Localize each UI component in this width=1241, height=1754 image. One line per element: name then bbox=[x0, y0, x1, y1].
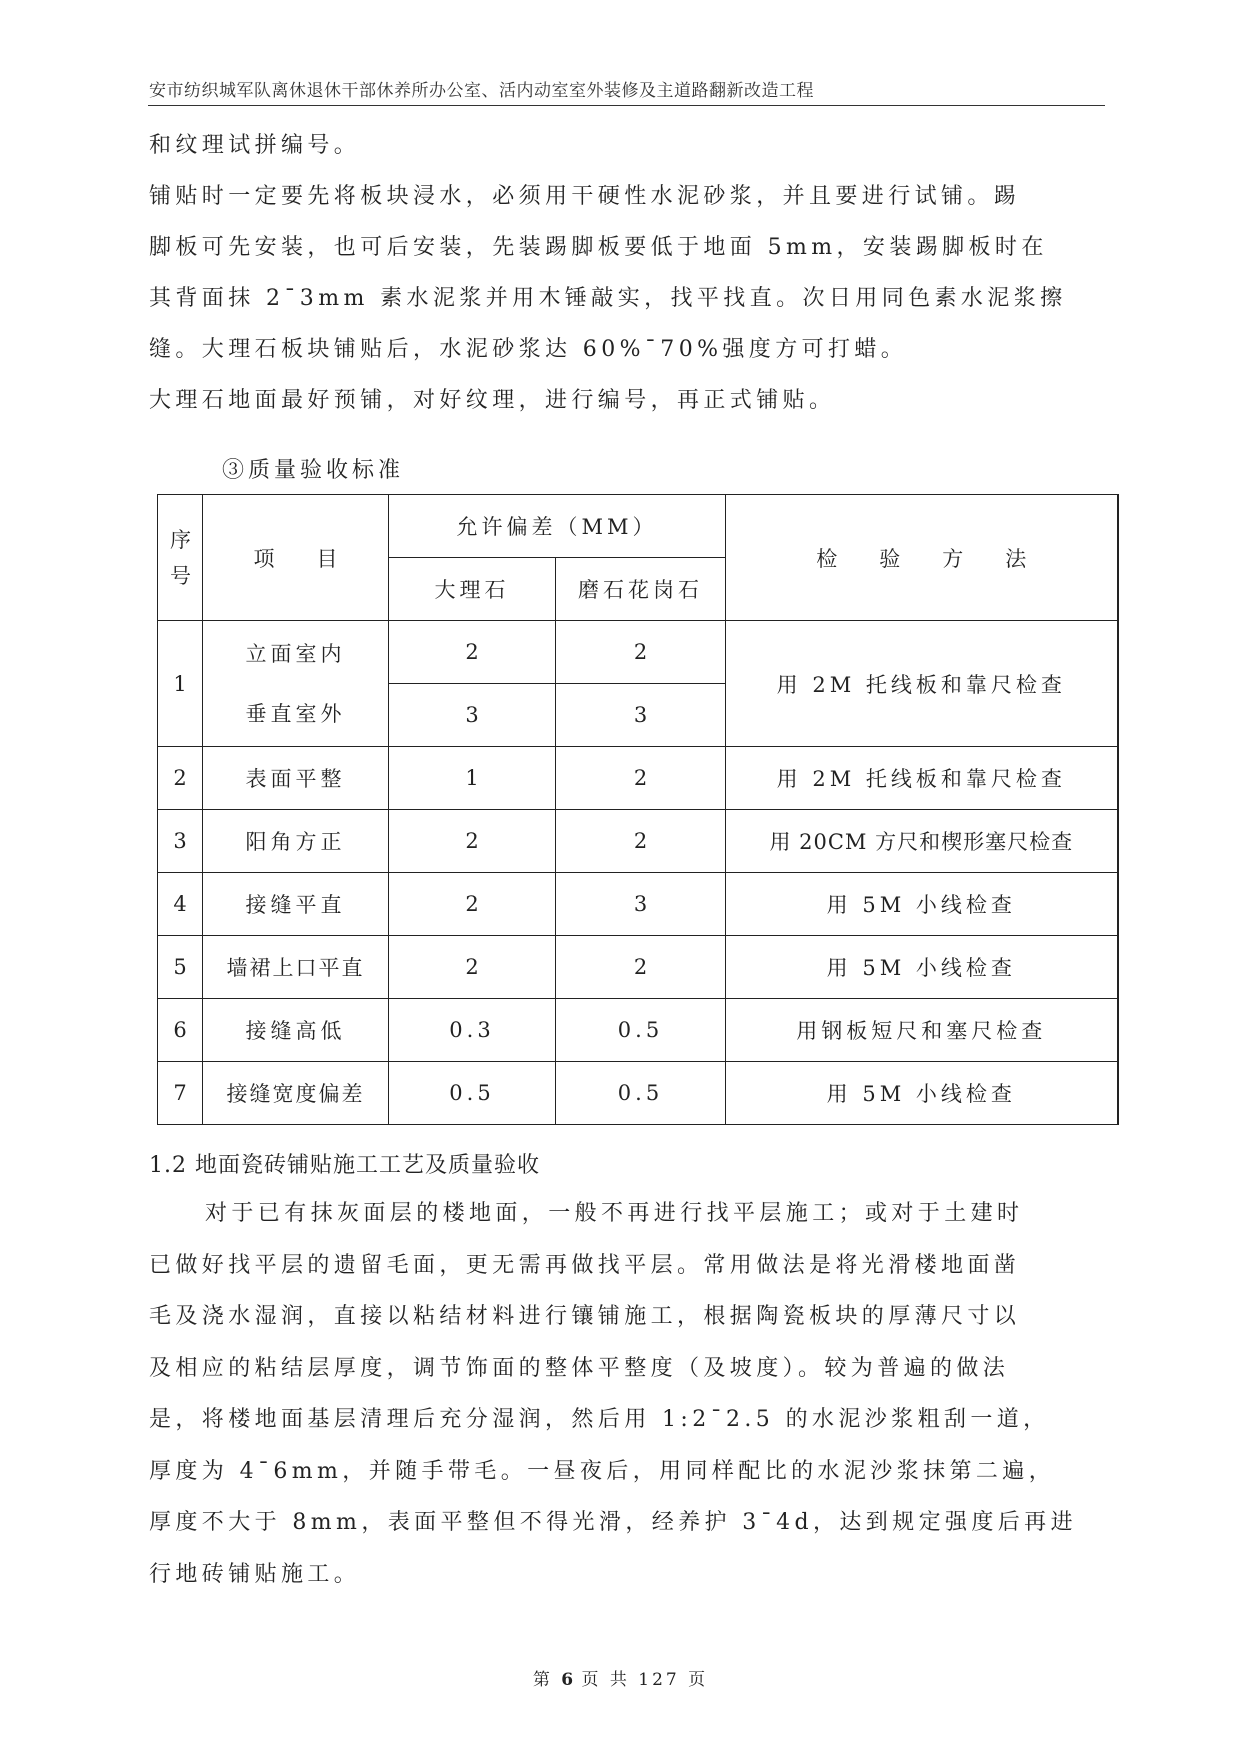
footer-prefix: 第 bbox=[532, 1670, 553, 1690]
cell-marble: 3 bbox=[389, 684, 556, 747]
cell-marble: 2 bbox=[389, 936, 556, 999]
cell-method: 用 20CM 方尺和楔形塞尺检查 bbox=[726, 810, 1118, 873]
paragraph-line: 及相应的粘结层厚度，调节饰面的整体平整度（及坡度）。较为普遍的做法 bbox=[149, 1355, 1010, 1381]
cell-method: 用钢板短尺和塞尺检查 bbox=[726, 999, 1118, 1062]
header-seq: 序号 bbox=[158, 495, 203, 621]
cell-granite: 2 bbox=[556, 936, 726, 999]
paragraph-line: 厚度不大于 8mm，表面平整但不得光滑，经养护 3¯4d，达到规定强度后再进 bbox=[149, 1510, 1077, 1535]
cell-marble: 0.3 bbox=[389, 999, 556, 1062]
cell-seq: 2 bbox=[158, 747, 203, 810]
header-marble: 大理石 bbox=[389, 558, 556, 621]
paragraph-line: 已做好找平层的遗留毛面，更无需再做找平层。常用做法是将光滑楼地面凿 bbox=[149, 1252, 1021, 1278]
intro-line: 脚板可先安装，也可后安装，先装踢脚板要低于地面 5mm，安装踢脚板时在 bbox=[149, 235, 1048, 260]
cell-seq: 7 bbox=[158, 1062, 203, 1125]
document-header: 安市纺织城军队离休退休干部休养所办公室、活内动室室外装修及主道路翻新改造工程 bbox=[149, 81, 814, 101]
cell-seq: 6 bbox=[158, 999, 203, 1062]
cell-method: 用 5M 小线检查 bbox=[726, 936, 1118, 999]
cell-granite: 2 bbox=[556, 747, 726, 810]
cell-marble: 1 bbox=[389, 747, 556, 810]
table-row bbox=[158, 873, 1118, 936]
section-heading: 1.2 地面瓷砖铺贴施工工艺及质量验收 bbox=[149, 1153, 540, 1178]
cell-item: 接缝宽度偏差 bbox=[203, 1062, 389, 1125]
footer-suffix: 页 bbox=[688, 1670, 709, 1690]
cell-granite: 0.5 bbox=[556, 999, 726, 1062]
page-total: 127 bbox=[638, 1670, 680, 1690]
intro-line: 其背面抹 2¯3mm 素水泥浆并用木锤敲实，找平找直。次日用同色素水泥浆擦 bbox=[149, 286, 1067, 311]
paragraph-line: 行地砖铺贴施工。 bbox=[149, 1561, 361, 1587]
cell-marble: 2 bbox=[389, 621, 556, 684]
page-footer bbox=[0, 1665, 1241, 1690]
paragraph-line: 毛及浇水湿润，直接以粘结材料进行镶铺施工，根据陶瓷板块的厚薄尺寸以 bbox=[149, 1304, 1021, 1329]
cell-item: 表面平整 bbox=[203, 747, 389, 810]
cell-method: 用 5M 小线检查 bbox=[726, 873, 1118, 936]
table-row bbox=[158, 1062, 1118, 1125]
cell-marble: 2 bbox=[389, 810, 556, 873]
header-method: 检 验 方 法 bbox=[726, 495, 1118, 621]
paragraph-line: 对于已有抹灰面层的楼地面，一般不再进行找平层施工；或对于土建时 bbox=[205, 1201, 1024, 1226]
intro-line: 大理石地面最好预铺，对好纹理，进行编号，再正式铺贴。 bbox=[149, 388, 836, 413]
intro-paragraph bbox=[149, 120, 1103, 426]
paragraph-line: 厚度为 4¯6mm，并随手带毛。一昼夜后，用同样配比的水泥沙浆抹第二遍， bbox=[149, 1458, 1056, 1484]
section-paragraph bbox=[149, 1188, 1103, 1600]
paragraph-line: 是，将楼地面基层清理后充分湿润，然后用 1:2¯2.5 的水泥沙浆粗刮一道， bbox=[149, 1407, 1050, 1432]
header-item: 项 目 bbox=[203, 495, 389, 621]
quality-acceptance-table bbox=[157, 494, 1119, 1125]
cell-granite: 3 bbox=[556, 684, 726, 747]
cell-item: 立面室内 垂直室外 bbox=[203, 621, 389, 747]
intro-line: 和纹理试拼编号。 bbox=[149, 133, 361, 158]
table-row bbox=[158, 810, 1118, 873]
table-row bbox=[158, 936, 1118, 999]
footer-middle: 页 共 bbox=[581, 1670, 630, 1690]
cell-method: 用 2M 托线板和靠尺检查 bbox=[726, 621, 1118, 747]
cell-seq: 5 bbox=[158, 936, 203, 999]
header-divider bbox=[148, 105, 1105, 106]
table-caption: ③质量验收标准 bbox=[222, 458, 405, 483]
cell-method: 用 5M 小线检查 bbox=[726, 1062, 1118, 1125]
cell-marble: 2 bbox=[389, 873, 556, 936]
cell-seq: 1 bbox=[158, 621, 203, 747]
cell-item: 阳角方正 bbox=[203, 810, 389, 873]
page-number: 6 bbox=[561, 1670, 574, 1690]
cell-method: 用 2M 托线板和靠尺检查 bbox=[726, 747, 1118, 810]
header-tolerance: 允许偏差（MM） bbox=[389, 495, 726, 558]
cell-granite: 3 bbox=[556, 873, 726, 936]
table-row bbox=[158, 747, 1118, 810]
cell-granite: 0.5 bbox=[556, 1062, 726, 1125]
cell-item: 墙裙上口平直 bbox=[203, 936, 389, 999]
cell-item: 接缝高低 bbox=[203, 999, 389, 1062]
table-row bbox=[158, 621, 1118, 684]
header-granite: 磨石花岗石 bbox=[556, 558, 726, 621]
table-row bbox=[158, 999, 1118, 1062]
cell-item: 接缝平直 bbox=[203, 873, 389, 936]
intro-line: 铺贴时一定要先将板块浸水，必须用干硬性水泥砂浆，并且要进行试铺。踢 bbox=[149, 184, 1021, 209]
cell-marble: 0.5 bbox=[389, 1062, 556, 1125]
intro-line: 缝。大理石板块铺贴后，水泥砂浆达 60%¯70%强度方可打蜡。 bbox=[149, 337, 908, 362]
cell-seq: 4 bbox=[158, 873, 203, 936]
cell-seq: 3 bbox=[158, 810, 203, 873]
cell-granite: 2 bbox=[556, 810, 726, 873]
cell-granite: 2 bbox=[556, 621, 726, 684]
